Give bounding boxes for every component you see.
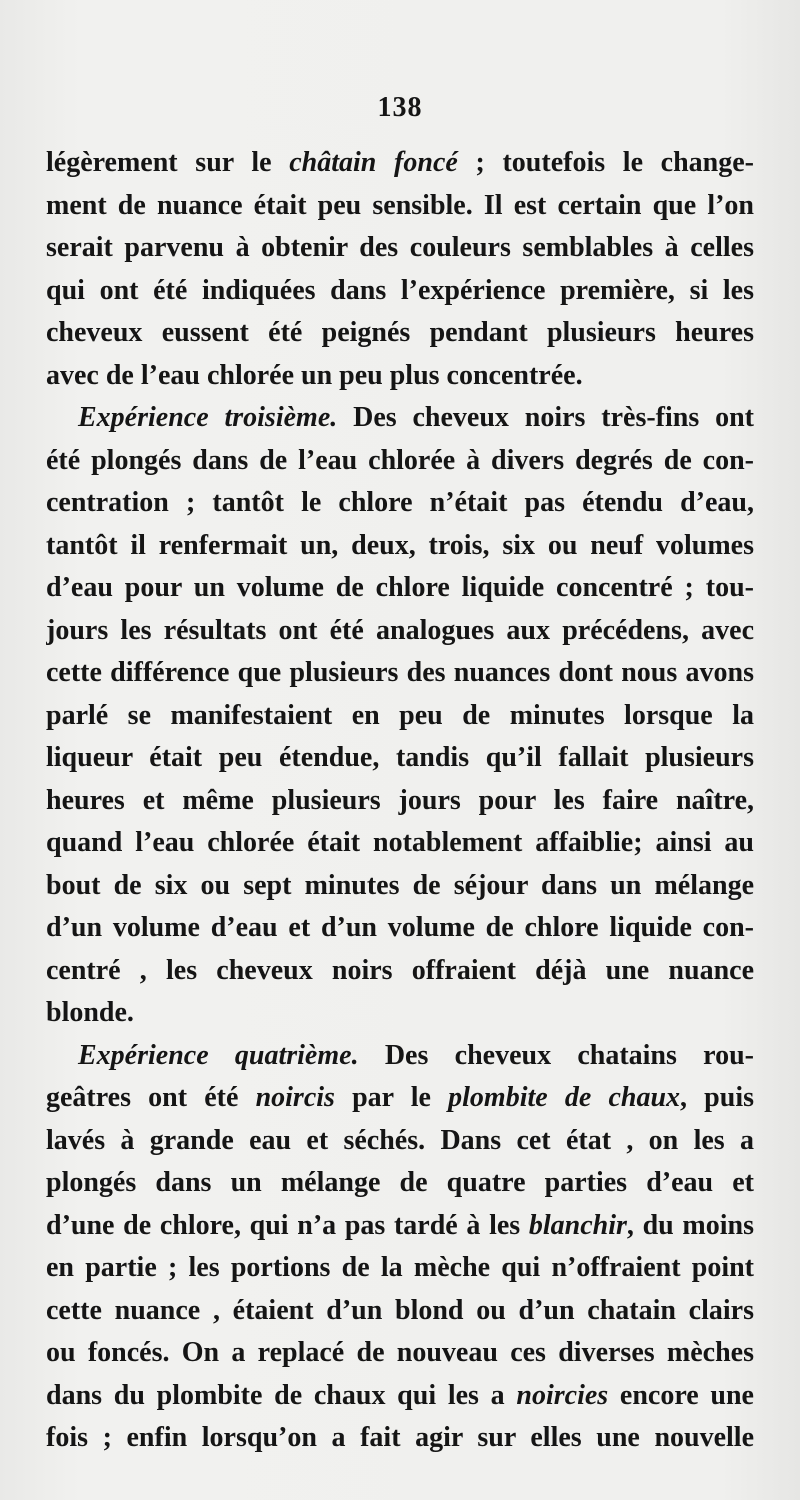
page-number: 138: [377, 92, 423, 123]
text-line: d’un volume d’eau et d’un volume de chlore liquide con-: [46, 912, 754, 943]
text-line: avec de l’eau chlorée un peu plus concentrée.: [46, 359, 583, 391]
page-body: [46, 142, 754, 1460]
text-line: légèrement sur le châtain foncé ; toutefois le change-: [46, 147, 754, 178]
text-line: quand l’eau chlorée était notablement affaiblie; ainsi au: [46, 827, 754, 858]
text-line: jours les résultats ont été analogues aux précédens, avec: [46, 614, 754, 646]
text-line: liqueur était peu étendue, tandis qu’il fallait plusieurs: [46, 742, 754, 773]
text-line: centration ; tantôt le chlore n’était pas étendu d’eau,: [46, 487, 754, 518]
text-line: parlé se manifestaient en peu de minutes lorsque la: [46, 699, 754, 731]
text-line: serait parvenu à obtenir des couleurs semblables à celles: [46, 232, 754, 263]
text-line: cheveux eussent été peignés pendant plusieurs heures: [46, 317, 754, 348]
text-line: en partie ; les portions de la mèche qui n’offraient point: [46, 1252, 754, 1283]
text-line: cette différence que plusieurs des nuances dont nous avons: [46, 657, 754, 688]
text-line: heures et même plusieurs jours pour les faire naître,: [46, 784, 754, 816]
text-line: blonde.: [46, 997, 134, 1028]
text-line: plongés dans un mélange de quatre parties d’eau et: [46, 1167, 754, 1198]
text-line: ou foncés. On a replacé de nouveau ces diverses mèches: [46, 1337, 754, 1368]
text-line: dans du plombite de chaux qui les a noircies encore une: [46, 1379, 754, 1411]
text-line: bout de six ou sept minutes de séjour dans un mélange: [46, 869, 754, 901]
text-line: lavés à grande eau et séchés. Dans cet état , on les a: [46, 1124, 754, 1156]
text-line: d’eau pour un volume de chlore liquide concentré ; tou-: [46, 572, 754, 603]
text-line: fois ; enfin lorsqu’on a fait agir sur elles une nouvelle: [46, 1422, 754, 1453]
text-line: ment de nuance était peu sensible. Il est certain que l’on: [46, 189, 754, 221]
experiment-title: Expérience quatrième.: [78, 1039, 359, 1071]
text-line: centré , les cheveux noirs offraient déjà une nuance: [46, 954, 754, 986]
text-line: qui ont été indiquées dans l’expérience première, si les: [46, 274, 754, 306]
paragraph-heading-line: Expérience quatrième. Des cheveux chatains rou-: [78, 1039, 754, 1071]
text-line: tantôt il renfermait un, deux, trois, six ou neuf volumes: [46, 529, 754, 561]
paragraph-heading-line: Expérience troisième. Des cheveux noirs très-fins ont: [78, 402, 754, 433]
text-line: été plongés dans de l’eau chlorée à divers degrés de con-: [46, 444, 754, 476]
text-line: geâtres ont été noircis par le plombite de chaux, puis: [46, 1082, 754, 1113]
text-line: cette nuance , étaient d’un blond ou d’un chatain clairs: [46, 1294, 754, 1326]
experiment-title: Expérience troisième.: [78, 402, 338, 433]
text-line: d’une de chlore, qui n’a pas tardé à les blanchir, du moins: [46, 1209, 754, 1241]
